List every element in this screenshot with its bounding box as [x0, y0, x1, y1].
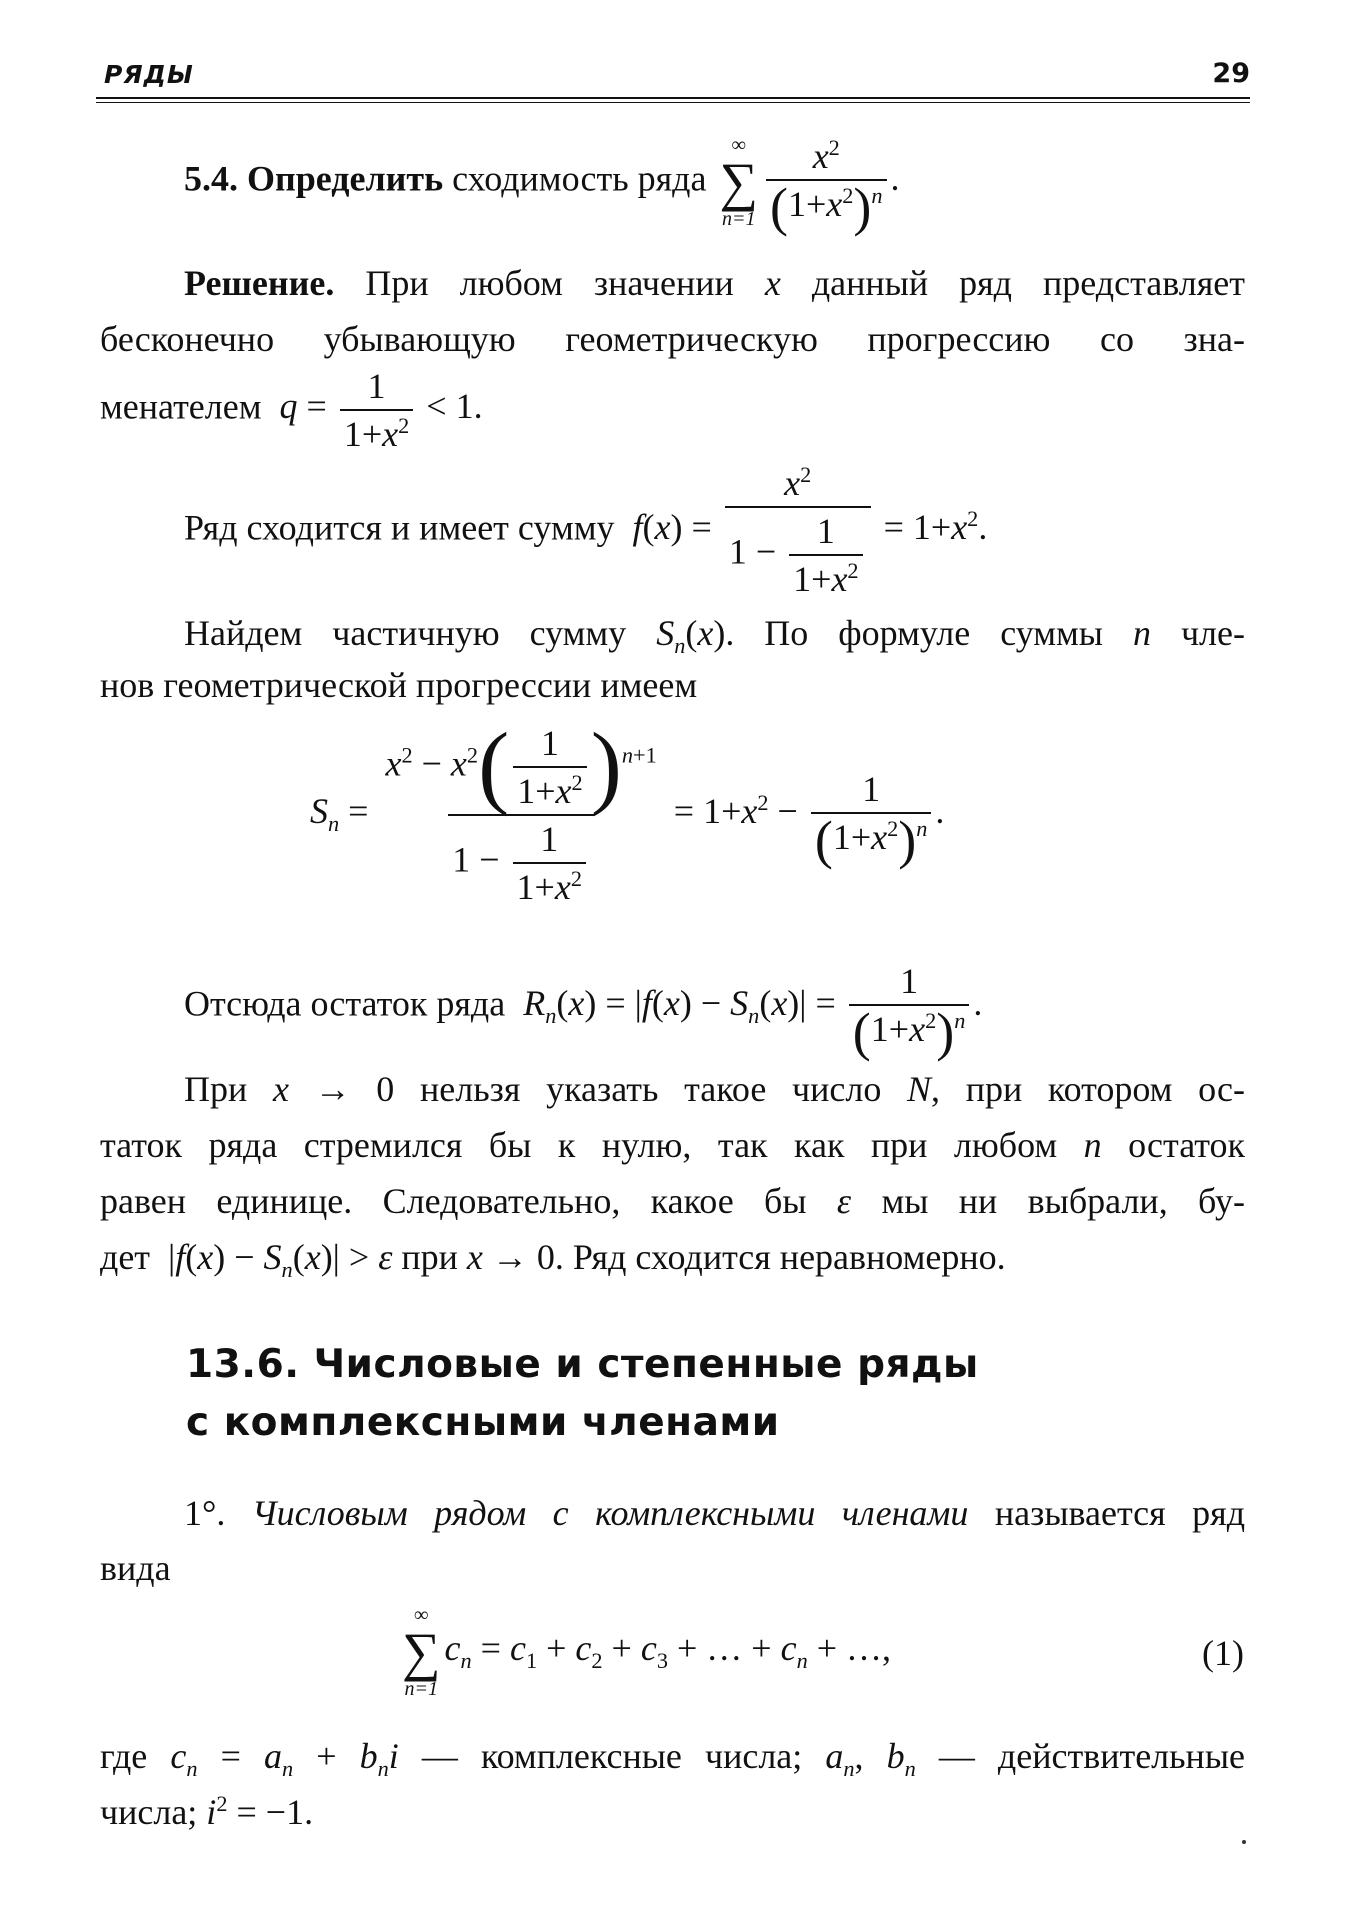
paragraph-line-1: При x → 0 нельзя указать такое число N, при котором ос-: [184, 1069, 1246, 1109]
sum-line: Ряд сходится и имеет сумму f(x) = $x^2$ 1 − $\frac{1}{1+x^2}$ = $1+x^2$.: [184, 462, 988, 599]
remainder-formula: $R_n(x) = |f(x) - S_n(x)|$ = $\frac{1}{(1+x^2)^n}$ .: [523, 961, 983, 1063]
definition-line-3: где $c_n = a_n + b_ni$ — комплексные числа; $a_n$, $b_n$ — действительные: [100, 1736, 1245, 1782]
problem-verb: Определить: [247, 158, 444, 199]
ratio-formula: q = $\frac{1}{1+x^2}$ < 1.: [279, 366, 483, 454]
definition-term: Числовым рядом с комплексными членами: [225, 1493, 969, 1533]
page-number: 29: [1212, 58, 1250, 89]
header-rule-thin: [96, 102, 1250, 103]
problem-statement: [184, 134, 900, 238]
header-rule: [96, 97, 1250, 99]
paragraph-line-4: дет $|f(x) - S_n(x)| > \varepsilon$ при x → 0. Ряд сходится неравномерно.: [100, 1237, 1006, 1283]
section-title-line-2: с комплексными членами: [186, 1400, 780, 1445]
scan-speck: [1242, 1840, 1246, 1844]
definition-marker: 1°.: [184, 1493, 226, 1533]
sum-formula: f(x) = $x^2$ 1 − $\frac{1}{1+x^2}$ = $1+x^2$.: [632, 462, 988, 599]
partial-sum-line-2: нов геометрической прогрессии имеем: [100, 665, 698, 705]
paragraph-line-2: таток ряда стремился бы к нулю, так как при любом n остаток: [100, 1125, 1245, 1165]
equation-number: (1): [1202, 1633, 1244, 1673]
solution-line-2: бесконечно убывающую геометрическую прогрессию со зна-: [100, 319, 1245, 359]
solution-label: Решение.: [184, 263, 335, 303]
partial-sum-formula: $S_n$ = $x^2 - x^2$( $\frac{1}{1+x^2}$ )$^{n+1}$ 1 − $\frac{1}{1+x^2}$ = $1+x^2$ − $\frac{1}{(1+x^2)^n}$ .: [310, 714, 945, 907]
solution-line-1: Решение. При любом значении x данный ряд представляет: [184, 263, 1245, 303]
complex-series-formula: ∞ ∑ n=1 $c_n = c_1 + c_2 + c_3$ + … + $c_n$ + …,: [402, 1604, 892, 1700]
remainder-line: Отсюда остаток ряда $R_n(x) = |f(x) - S_n(x)|$ = $\frac{1}{(1+x^2)^n}$ .: [184, 961, 983, 1063]
problem-number: 5.4.: [184, 158, 238, 199]
partial-sum-line-1: Найдем частичную сумму $S_n(x)$. По формуле суммы n чле-: [184, 613, 1245, 659]
inequality-formula: $|f(x) - S_n(x)| > \varepsilon$: [159, 1237, 393, 1283]
definition-line-4: числа; $i^2 = -1$.: [100, 1791, 314, 1832]
solution-line-3: менателем q = $\frac{1}{1+x^2}$ < 1.: [100, 366, 483, 454]
paragraph-line-3: равен единице. Следовательно, какое бы ε мы ни выбрали, бу-: [100, 1181, 1245, 1221]
running-header-title: РЯДЫ: [104, 60, 194, 89]
section-title-line-1: 13.6. Числовые и степенные ряды: [186, 1342, 979, 1387]
definition-line-1: 1°. Числовым рядом с комплексными членами называется ряд: [184, 1493, 1246, 1533]
problem-series-formula: ∞ ∑ n=1 $\frac{x^2}{(1+x^2)^n}$ .: [719, 134, 900, 238]
problem-text: сходимость ряда: [443, 158, 707, 199]
definition-line-2: вида: [100, 1548, 171, 1588]
